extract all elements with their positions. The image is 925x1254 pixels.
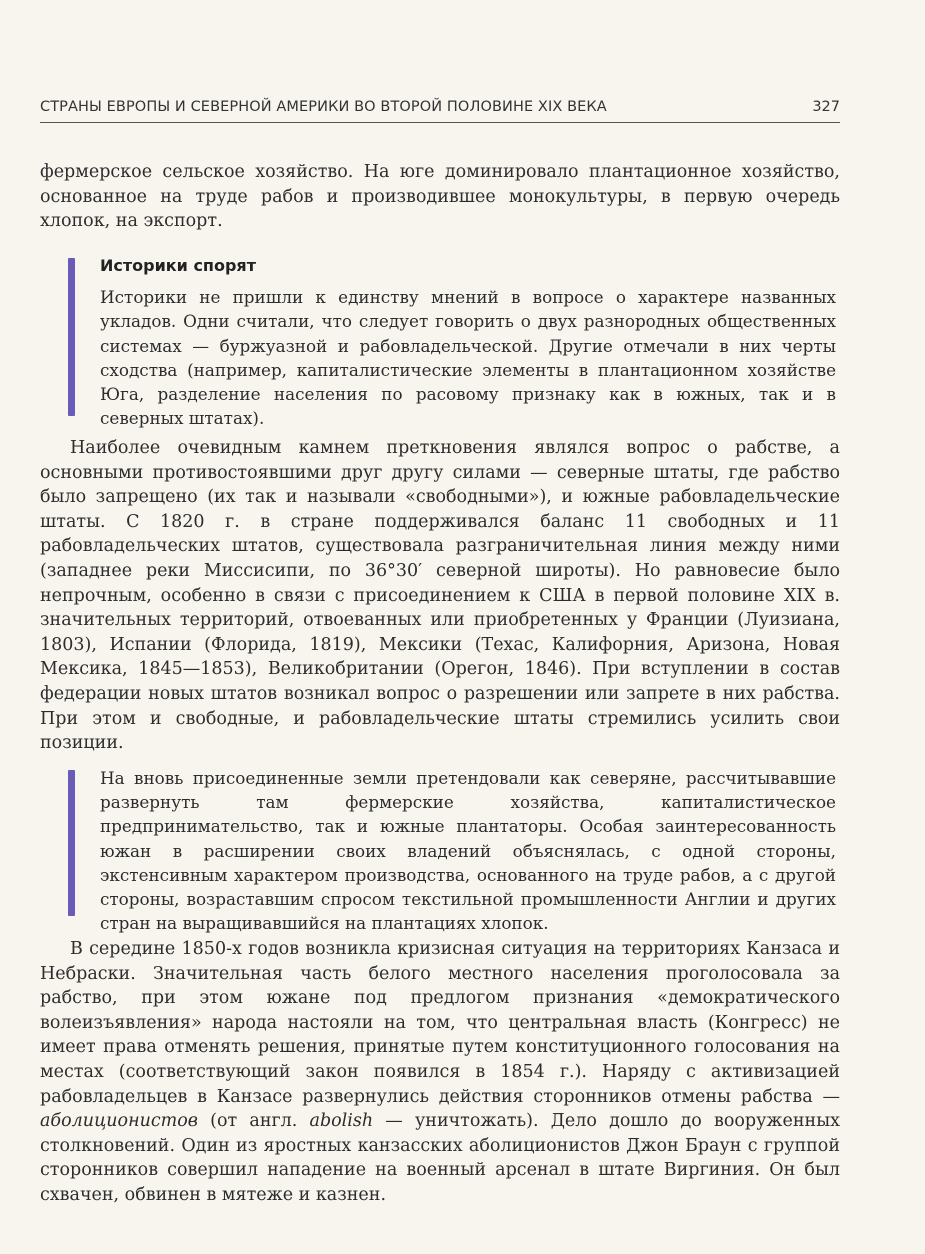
paragraph-2-text: Наиболее очевидным камнем преткновения являлся вопрос о рабстве, а основными противостоявшими друг другу силами — северные штаты, где рабство было запрещено (их так и называли «свободными»), и южные рабовладельческие штаты. С 1820 г. в стране поддерживался баланс 11 свободных и 11 рабовладельческих штатов, существовала разграничительная линия между ними (западнее реки Миссисипи, по 36°30′ северной широты). Но равновесие было непрочным, особенно в связи с присоединением к США в первой половине XIX в. значительных территорий, отвоеванных или приобретенных у Франции (Луизиана, 1803), Испании (Флорида, 1819), Мексики (Техас, Калифорния, Аризона, Новая Мексика, 1845—1853), Великобритании (Орегон, 1846). При вступлении в состав федерации новых штатов возникал вопрос о разрешении или запрете в них рабства. При этом и свободные, и рабовладельческие штаты стремились усилить свои позиции. bbox=[40, 438, 840, 754]
sidebar-2 bbox=[100, 766, 836, 935]
page-number: 327 bbox=[812, 99, 840, 115]
paragraph-3 bbox=[40, 937, 840, 1208]
paragraph-3-part-c: — уничтожать). Дело дошло до вооруженных столкновений. Один из яростных канзасских аболиционистов Джон Браун с группой сторонников совершил нападение на военный арсенал в штате Виргиния. Он был схвачен, обвинен в мятеже и казнен. bbox=[40, 1111, 840, 1205]
sidebar-2-accent-bar bbox=[68, 770, 75, 916]
paragraph-1 bbox=[40, 160, 840, 234]
running-header bbox=[40, 96, 840, 123]
term-abolish: abolish bbox=[309, 1111, 374, 1132]
sidebar-2-text: На вновь присоединенные земли претендовали как северяне, рассчитывавшие развернуть там фермерские хозяйства, капиталистическое предпринимательство, так и южные плантаторы. Особая заинтересованность южан в расширении своих владений объяснялась, с одной стороны, экстенсивным характером производства, основанного на труде рабов, а с другой стороны, возраставшим спросом текстильной промышленности Англии и других стран на выращивавшийся на плантациях хлопок. bbox=[100, 768, 836, 934]
running-header-title: СТРАНЫ ЕВРОПЫ И СЕВЕРНОЙ АМЕРИКИ ВО ВТОРОЙ ПОЛОВИНЕ XIX ВЕКА bbox=[40, 99, 607, 115]
paragraph-3-text bbox=[40, 937, 840, 1208]
sidebar-1-accent-bar bbox=[68, 258, 75, 416]
sidebar-1 bbox=[100, 285, 836, 431]
paragraph-2 bbox=[40, 436, 840, 756]
sidebar-1-title: Историки спорят bbox=[100, 256, 256, 275]
paragraph-3-part-a: В середине 1850-х годов возникла кризисная ситуация на территориях Канзаса и Небраски. Значительная часть белого местного населения проголосовала за рабство, при этом южане под предлогом признания «демократического волеизъявления» народа настояли на том, что центральная власть (Конгресс) не имеет права отменять решения, принятые путем конституционного голосования на местах (соответствующий закон появился в 1854 г.). Наряду с активизацией рабовладельцев в Канзасе развернулись действия сторонников отмены рабства — bbox=[40, 939, 840, 1107]
paragraph-3-part-b: (от англ. bbox=[198, 1111, 310, 1132]
sidebar-1-text: Историки не пришли к единству мнений в вопросе о характере названных укладов. Одни считали, что следует говорить о двух разнородных общественных системах — буржуазной и рабовладельческой. Другие отмечали в них черты сходства (например, капиталистические элементы в плантационном хозяйстве Юга, разделение населения по расовому признаку как в южных, так и в северных штатах). bbox=[100, 287, 836, 429]
paragraph-1-text: фермерское сельское хозяйство. На юге доминировало плантационное хозяйство, основанное на труде рабов и производившее монокультуры, в первую очередь хлопок, на экспорт. bbox=[40, 162, 840, 232]
term-abolitionists: аболиционистов bbox=[40, 1111, 198, 1132]
